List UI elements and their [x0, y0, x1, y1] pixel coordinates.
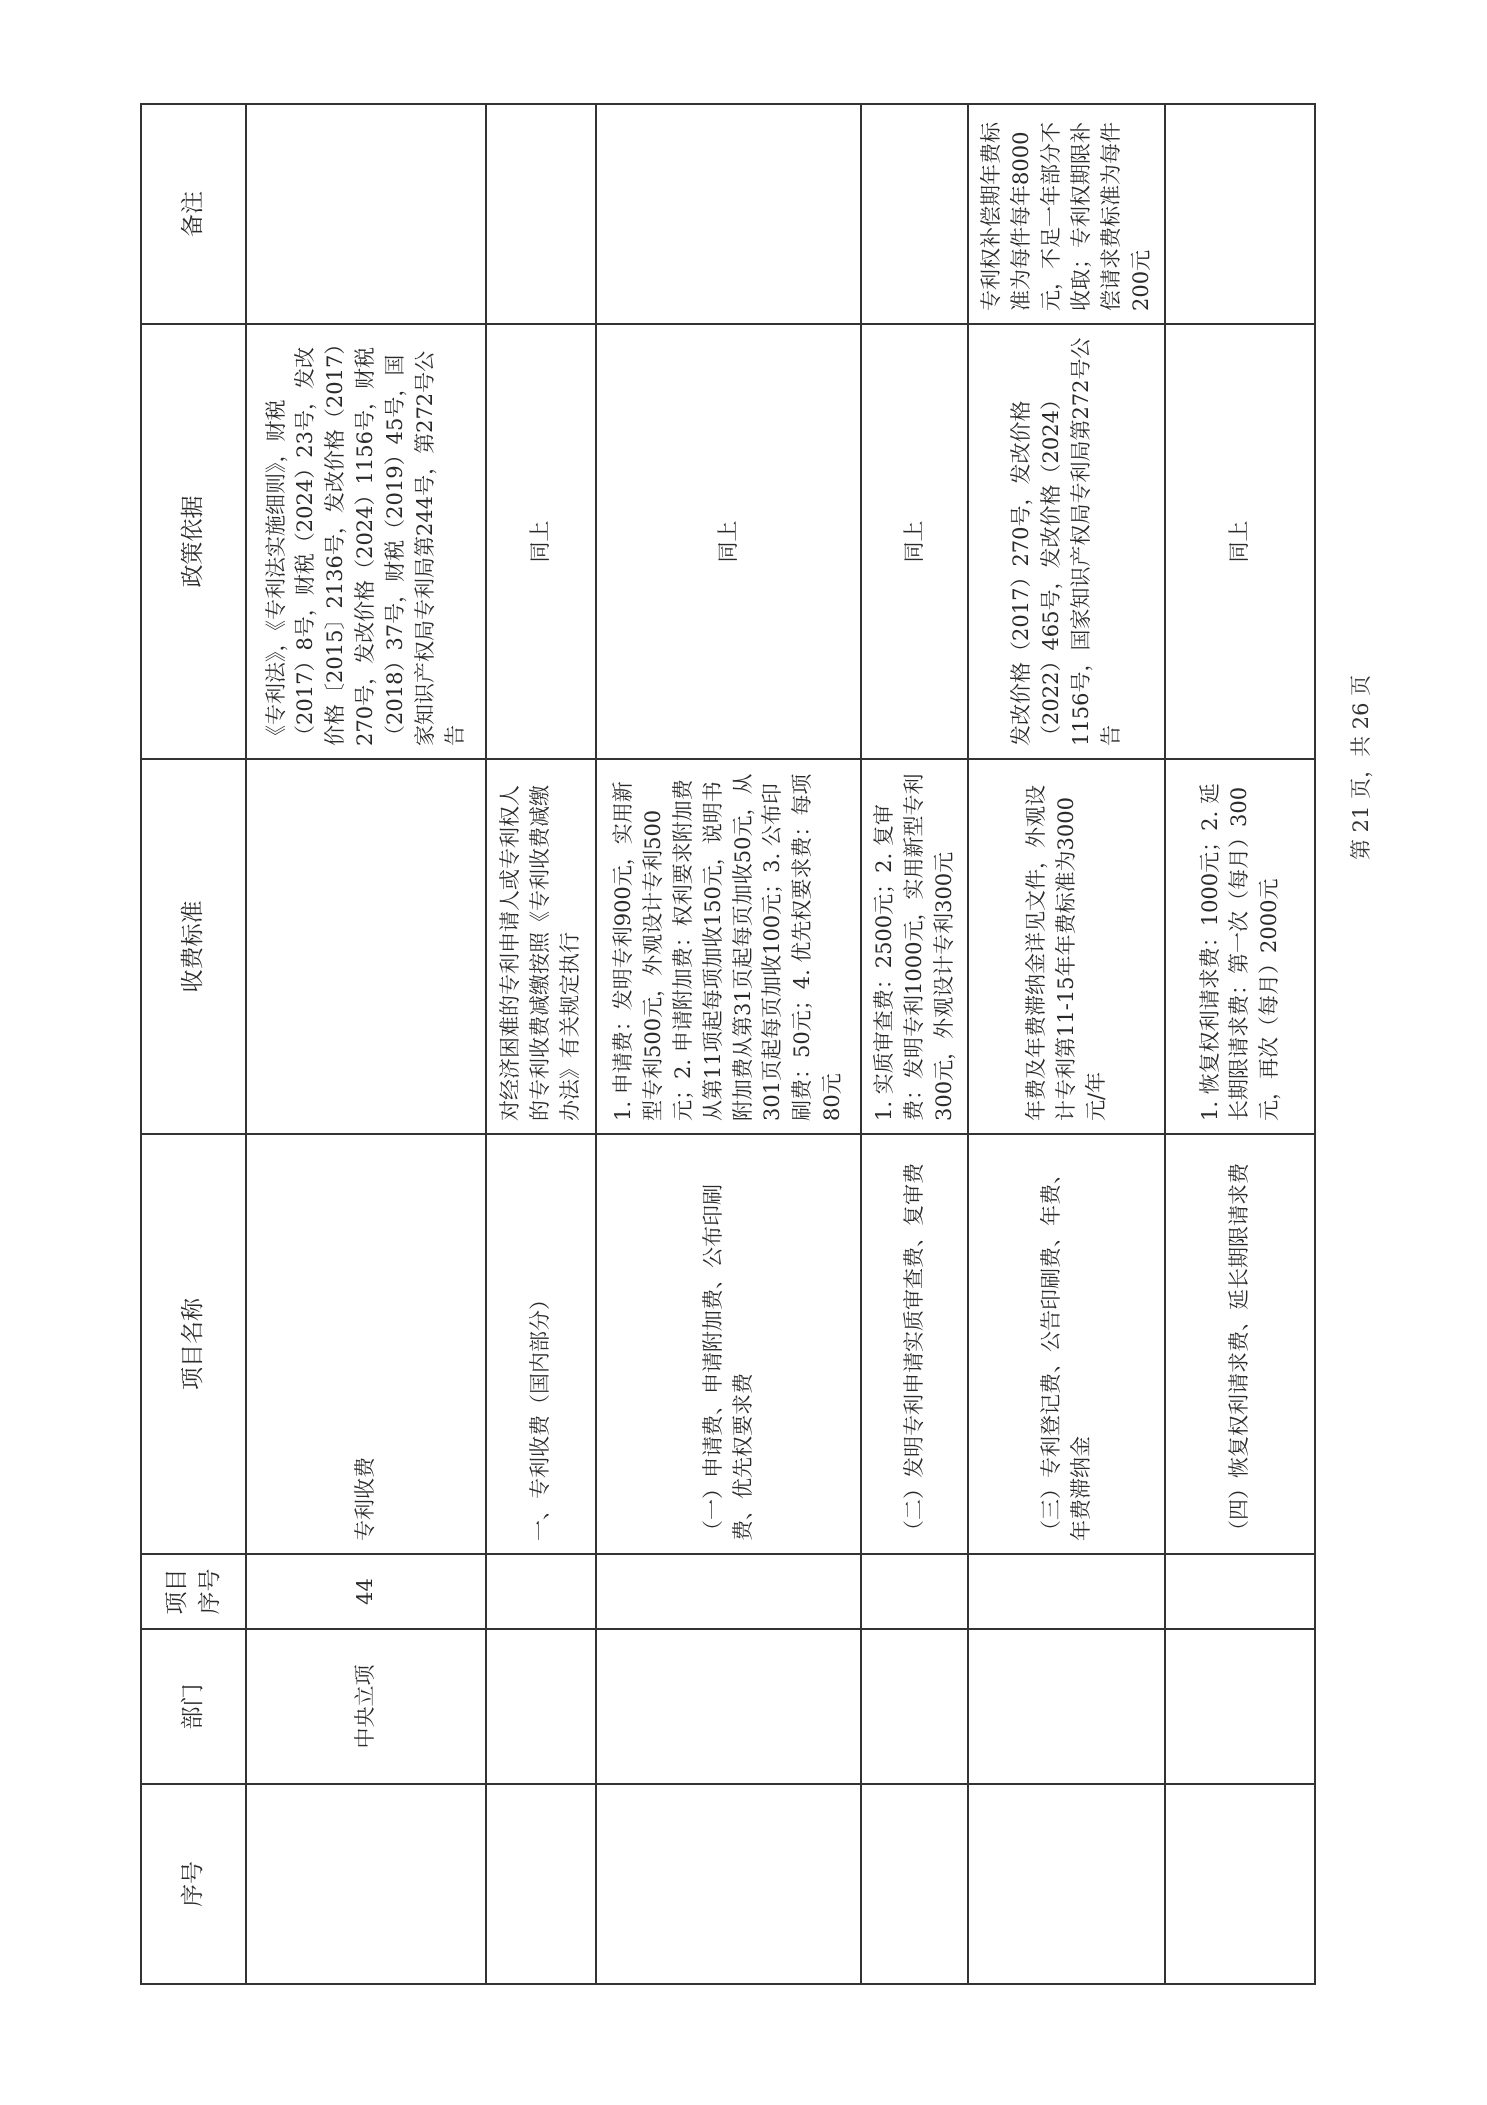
cell-dept — [1165, 1629, 1315, 1784]
cell-item-no — [1165, 1554, 1315, 1629]
cell-name: （一）申请费、申请附加费、公布印刷费、优先权要求费 — [596, 1134, 861, 1554]
cell-name: 专利收费 — [246, 1134, 486, 1554]
header-item-no: 项目序号 — [141, 1554, 246, 1629]
cell-name: （三）专利登记费、公告印刷费、年费、年费滞纳金 — [968, 1134, 1165, 1554]
table-header-row — [141, 104, 246, 1984]
table-row — [596, 104, 861, 1984]
rotated-table-page — [140, 105, 1310, 1985]
header-note: 备注 — [141, 104, 246, 324]
cell-standard — [246, 759, 486, 1134]
cell-standard: 1. 申请费：发明专利900元，实用新型专利500元，外观设计专利500元；2. 申请附加费：权利要求附加费从第11项起每项加收150元，说明书附加费从第31页起每页加收50元，从301页起每页加收100元；3. 公布印刷费：50元；4. 优先权要求费：每项80元 — [596, 759, 861, 1134]
header-basis: 政策依据 — [141, 324, 246, 759]
cell-note — [861, 104, 968, 324]
table-row — [861, 104, 968, 1984]
cell-note: 专利权补偿期年费标准为每件每年8000元，不足一年部分不收取；专利权期限补偿请求费标准为每件200元 — [968, 104, 1165, 324]
cell-item-no — [486, 1554, 596, 1629]
table-row — [486, 104, 596, 1984]
cell-seq — [968, 1784, 1165, 1984]
table-row — [968, 104, 1165, 1984]
cell-dept — [486, 1629, 596, 1784]
cell-item-no — [861, 1554, 968, 1629]
cell-note — [486, 104, 596, 324]
page-number: 第 21 页，共 26 页 — [1349, 674, 1373, 860]
cell-note — [246, 104, 486, 324]
cell-dept: 中央立项 — [246, 1629, 486, 1784]
cell-seq — [596, 1784, 861, 1984]
cell-basis: 同上 — [486, 324, 596, 759]
cell-name: （二）发明专利申请实质审查费、复审费 — [861, 1134, 968, 1554]
fee-table — [140, 103, 1316, 1985]
cell-standard: 1. 实质审查费：2500元；2. 复审费：发明专利1000元，实用新型专利300元，外观设计专利300元 — [861, 759, 968, 1134]
header-dept: 部门 — [141, 1629, 246, 1784]
cell-basis: 同上 — [596, 324, 861, 759]
cell-item-no — [596, 1554, 861, 1629]
cell-name: 一、专利收费（国内部分） — [486, 1134, 596, 1554]
table-row — [246, 104, 486, 1984]
cell-seq — [246, 1784, 486, 1984]
cell-dept — [968, 1629, 1165, 1784]
header-seq: 序号 — [141, 1784, 246, 1984]
cell-seq — [861, 1784, 968, 1984]
header-name: 项目名称 — [141, 1134, 246, 1554]
cell-dept — [861, 1629, 968, 1784]
cell-standard: 1. 恢复权利请求费：1000元；2. 延长期限请求费：第一次（每月）300元，再次（每月）2000元 — [1165, 759, 1315, 1134]
cell-basis: 《专利法》，《专利法实施细则》，财税（2017）8号，财税（2024）23号，发改价格〔2015〕2136号，发改价格（2017）270号，发改价格（2024）1156号，财税（2018）37号，财税（2019）45号，国家知识产权局专利局第244号，第272号公告 — [246, 324, 486, 759]
cell-seq — [486, 1784, 596, 1984]
cell-basis: 同上 — [1165, 324, 1315, 759]
cell-note — [1165, 104, 1315, 324]
cell-basis: 发改价格（2017）270号，发改价格（2022）465号，发改价格（2024）1156号，国家知识产权局专利局第272号公告 — [968, 324, 1165, 759]
header-standard: 收费标准 — [141, 759, 246, 1134]
cell-note — [596, 104, 861, 324]
cell-name: （四）恢复权利请求费、延长期限请求费 — [1165, 1134, 1315, 1554]
cell-standard: 对经济困难的专利申请人或专利权人的专利收费减缴按照《专利收费减缴办法》有关规定执行 — [486, 759, 596, 1134]
cell-item-no: 44 — [246, 1554, 486, 1629]
cell-basis: 同上 — [861, 324, 968, 759]
cell-standard: 年费及年费滞纳金详见文件，外观设计专利第11-15年年费标准为3000元/年 — [968, 759, 1165, 1134]
cell-seq — [1165, 1784, 1315, 1984]
cell-dept — [596, 1629, 861, 1784]
cell-item-no — [968, 1554, 1165, 1629]
table-row — [1165, 104, 1315, 1984]
